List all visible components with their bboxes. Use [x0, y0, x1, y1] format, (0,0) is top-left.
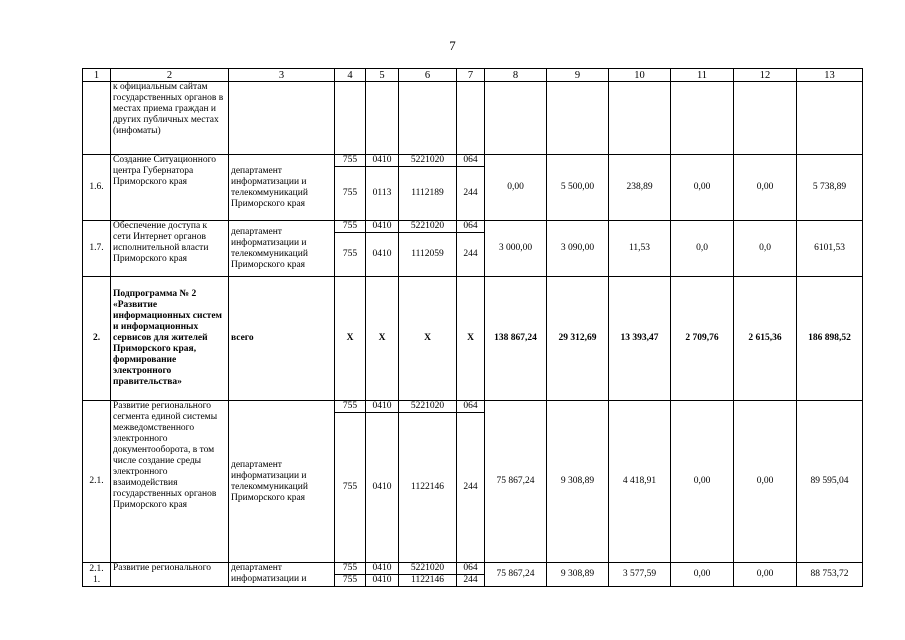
code-section: 0410	[366, 401, 399, 413]
executor: всего	[229, 277, 335, 401]
col-header: 1	[83, 69, 111, 82]
code-gov: 755	[335, 221, 366, 233]
value-col8: 75 867,24	[485, 563, 547, 587]
code-section: 0113	[366, 167, 399, 221]
col-header: 12	[734, 69, 797, 82]
code-type: 064	[457, 563, 485, 575]
code-gov: 755	[335, 413, 366, 563]
subprogram-row	[83, 277, 863, 401]
value-col13: 186 898,52	[797, 277, 863, 401]
table-row	[83, 563, 863, 575]
value-col11: 0,00	[671, 401, 734, 563]
value-col10: 4 418,91	[609, 401, 671, 563]
code-type: 064	[457, 155, 485, 167]
code-gov: 755	[335, 563, 366, 575]
value-col11: 2 709,76	[671, 277, 734, 401]
col-header: 7	[457, 69, 485, 82]
code-section: 0410	[366, 221, 399, 233]
item-name: Развитие регионального сегмента единой системы межведомственного электронного документооборота, в том числе создание среды электронного взаимодействия государственных органов Приморского края	[111, 401, 229, 563]
code-section: 0410	[366, 563, 399, 575]
value-col12: 2 615,36	[734, 277, 797, 401]
value-col12: 0,0	[734, 221, 797, 277]
value-col9: 9 308,89	[547, 563, 609, 587]
value-col8: 75 867,24	[485, 401, 547, 563]
code-target: 1112189	[399, 167, 457, 221]
table-row	[83, 82, 863, 155]
value-col11: 0,0	[671, 221, 734, 277]
executor: департамент информатизации и телекоммуникаций Приморского края	[229, 401, 335, 563]
code-section: Х	[366, 277, 399, 401]
col-header: 3	[229, 69, 335, 82]
col-header: 8	[485, 69, 547, 82]
code-section: 0410	[366, 155, 399, 167]
col-header: 2	[111, 69, 229, 82]
code-target: 1122146	[399, 575, 457, 587]
item-number: 2.	[83, 277, 111, 401]
code-target: 5221020	[399, 401, 457, 413]
code-target: Х	[399, 277, 457, 401]
executor: департамент информатизации и телекоммуникаций Приморского края	[229, 221, 335, 277]
code-target: 1122146	[399, 413, 457, 563]
value-col13: 6101,53	[797, 221, 863, 277]
col-header: 6	[399, 69, 457, 82]
executor: департамент информатизации и телекоммуникаций Приморского края	[229, 155, 335, 221]
item-name: к официальным сайтам государственных органов в местах приема граждан и других публичных местах (инфоматы)	[111, 82, 229, 155]
col-header: 4	[335, 69, 366, 82]
code-type: 064	[457, 221, 485, 233]
value-col11: 0,00	[671, 155, 734, 221]
item-name: Создание Ситуационного центра Губернатора Приморского края	[111, 155, 229, 221]
col-header: 11	[671, 69, 734, 82]
executor: департамент информатизации и	[229, 563, 335, 587]
value-col13: 88 753,72	[797, 563, 863, 587]
code-gov: Х	[335, 277, 366, 401]
code-type: 064	[457, 401, 485, 413]
code-gov: 755	[335, 155, 366, 167]
item-name: Подпрограмма № 2 «Развитие информационных систем и информационных сервисов для жителей Приморского края, формирование электронного правительства»	[111, 277, 229, 401]
code-section: 0410	[366, 413, 399, 563]
item-number: 1.7.	[83, 221, 111, 277]
value-col12: 0,00	[734, 401, 797, 563]
budget-table	[82, 68, 863, 587]
value-col10: 11,53	[609, 221, 671, 277]
value-col11: 0,00	[671, 563, 734, 587]
value-col10: 238,89	[609, 155, 671, 221]
code-gov: 755	[335, 167, 366, 221]
code-gov: 755	[335, 233, 366, 277]
code-type: 244	[457, 167, 485, 221]
item-number: 2.1. 1.	[83, 563, 111, 587]
value-col9: 9 308,89	[547, 401, 609, 563]
code-type: Х	[457, 277, 485, 401]
code-target: 1112059	[399, 233, 457, 277]
header-row	[83, 69, 863, 82]
table-row	[83, 221, 863, 233]
page-number: 7	[449, 38, 456, 53]
code-type: 244	[457, 233, 485, 277]
code-target: 5221020	[399, 155, 457, 167]
item-number: 1.6.	[83, 155, 111, 221]
col-header: 13	[797, 69, 863, 82]
code-gov: 755	[335, 575, 366, 587]
item-number: 2.1.	[83, 401, 111, 563]
value-col12: 0,00	[734, 563, 797, 587]
value-col9: 3 090,00	[547, 221, 609, 277]
value-col13: 89 595,04	[797, 401, 863, 563]
item-name: Развитие регионального	[111, 563, 229, 587]
value-col8: 138 867,24	[485, 277, 547, 401]
col-header: 9	[547, 69, 609, 82]
table-row	[83, 155, 863, 167]
code-gov: 755	[335, 401, 366, 413]
value-col8: 0,00	[485, 155, 547, 221]
table-row	[83, 401, 863, 413]
code-section: 0410	[366, 575, 399, 587]
value-col9: 5 500,00	[547, 155, 609, 221]
code-section: 0410	[366, 233, 399, 277]
item-name: Обеспечение доступа к сети Интернет органов исполнительной власти Приморского края	[111, 221, 229, 277]
col-header: 5	[366, 69, 399, 82]
value-col10: 3 577,59	[609, 563, 671, 587]
col-header: 10	[609, 69, 671, 82]
code-type: 244	[457, 575, 485, 587]
value-col9: 29 312,69	[547, 277, 609, 401]
value-col10: 13 393,47	[609, 277, 671, 401]
value-col13: 5 738,89	[797, 155, 863, 221]
code-type: 244	[457, 413, 485, 563]
value-col12: 0,00	[734, 155, 797, 221]
code-target: 5221020	[399, 221, 457, 233]
code-target: 5221020	[399, 563, 457, 575]
value-col8: 3 000,00	[485, 221, 547, 277]
